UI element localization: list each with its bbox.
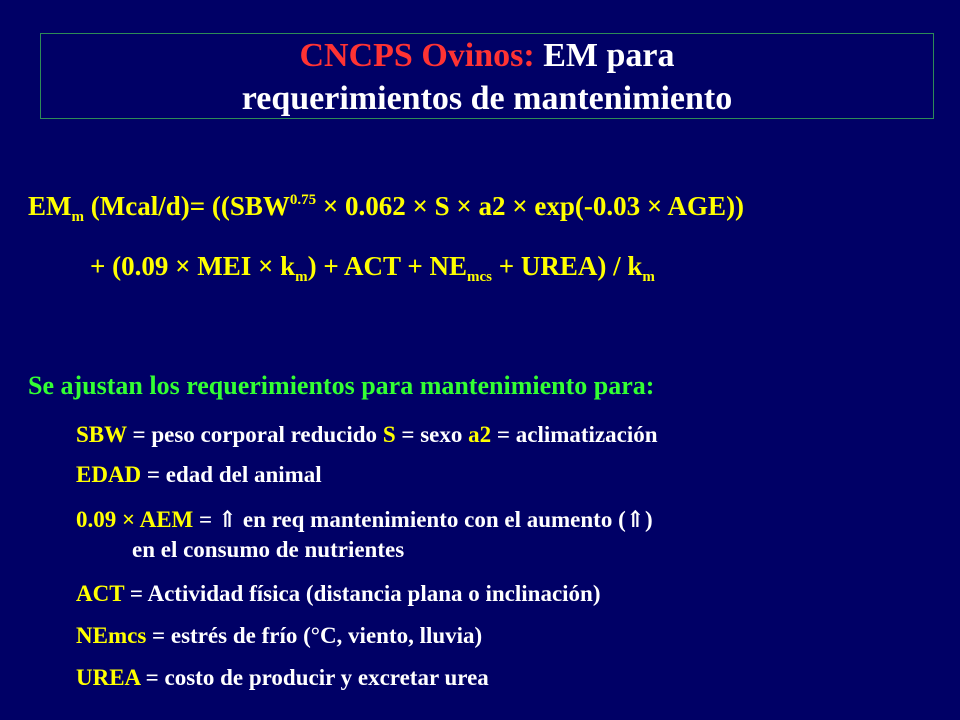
urea-key: UREA	[76, 665, 140, 690]
sbw-exponent: 0.75	[289, 192, 317, 208]
em-subscript: m	[71, 209, 84, 225]
item-aem-continuation: en el consumo de nutrientes	[132, 537, 405, 562]
sbw-key: SBW	[76, 422, 127, 447]
adjust-heading: Se ajustan los requerimientos para mantenimiento para:	[28, 371, 655, 400]
equation-part-b: × 0.062 × S × a2 × exp(-0.03 × AGE))	[316, 191, 745, 221]
title-white-part: EM para	[534, 37, 675, 74]
em-symbol: EM	[28, 191, 72, 221]
item-nemcs	[76, 622, 482, 650]
item-aem	[76, 506, 653, 534]
item-act	[76, 580, 601, 608]
title-line-2: requerimientos de mantenimiento	[241, 80, 733, 117]
nemcs-text: = estrés de frío (°C, viento, lluvia)	[146, 623, 483, 648]
aem-text: = ⇑ en req mantenimiento con el aumento (⇑)	[193, 507, 653, 532]
equation-part-a: (Mcal/d)= ((SBW	[84, 191, 290, 221]
equation-line2-b: ) + ACT + NE	[307, 251, 467, 281]
equation-line-1	[28, 190, 745, 225]
urea-text: = costo de producir y excretar urea	[139, 665, 489, 690]
equation-line-2	[90, 250, 655, 285]
edad-key: EDAD	[76, 462, 142, 487]
a2-key: a2	[468, 422, 492, 447]
act-text: = Actividad física (distancia plana o inclinación)	[124, 581, 601, 606]
equation-line2-c: + UREA) / k	[491, 251, 643, 281]
aem-key: 0.09 × AEM	[76, 507, 194, 532]
nemcs-key: NEmcs	[76, 623, 147, 648]
edad-text: = edad del animal	[141, 462, 322, 487]
item-urea	[76, 664, 489, 692]
k-subscript: m	[295, 269, 308, 285]
sbw-text: = peso corporal reducido	[126, 422, 383, 447]
s-text: = sexo	[395, 422, 469, 447]
mcs-subscript: mcs	[466, 269, 492, 285]
act-key: ACT	[76, 581, 125, 606]
item-edad	[76, 461, 322, 489]
s-key: S	[382, 422, 396, 447]
a2-text: = aclimatización	[491, 422, 658, 447]
km-subscript: m	[642, 269, 655, 285]
equation-line2-a: + (0.09 × MEI × k	[90, 251, 296, 281]
title-box	[40, 33, 934, 119]
title-red-part: CNCPS Ovinos:	[299, 37, 535, 74]
title-line-1	[41, 36, 933, 76]
item-sbw	[76, 421, 658, 449]
